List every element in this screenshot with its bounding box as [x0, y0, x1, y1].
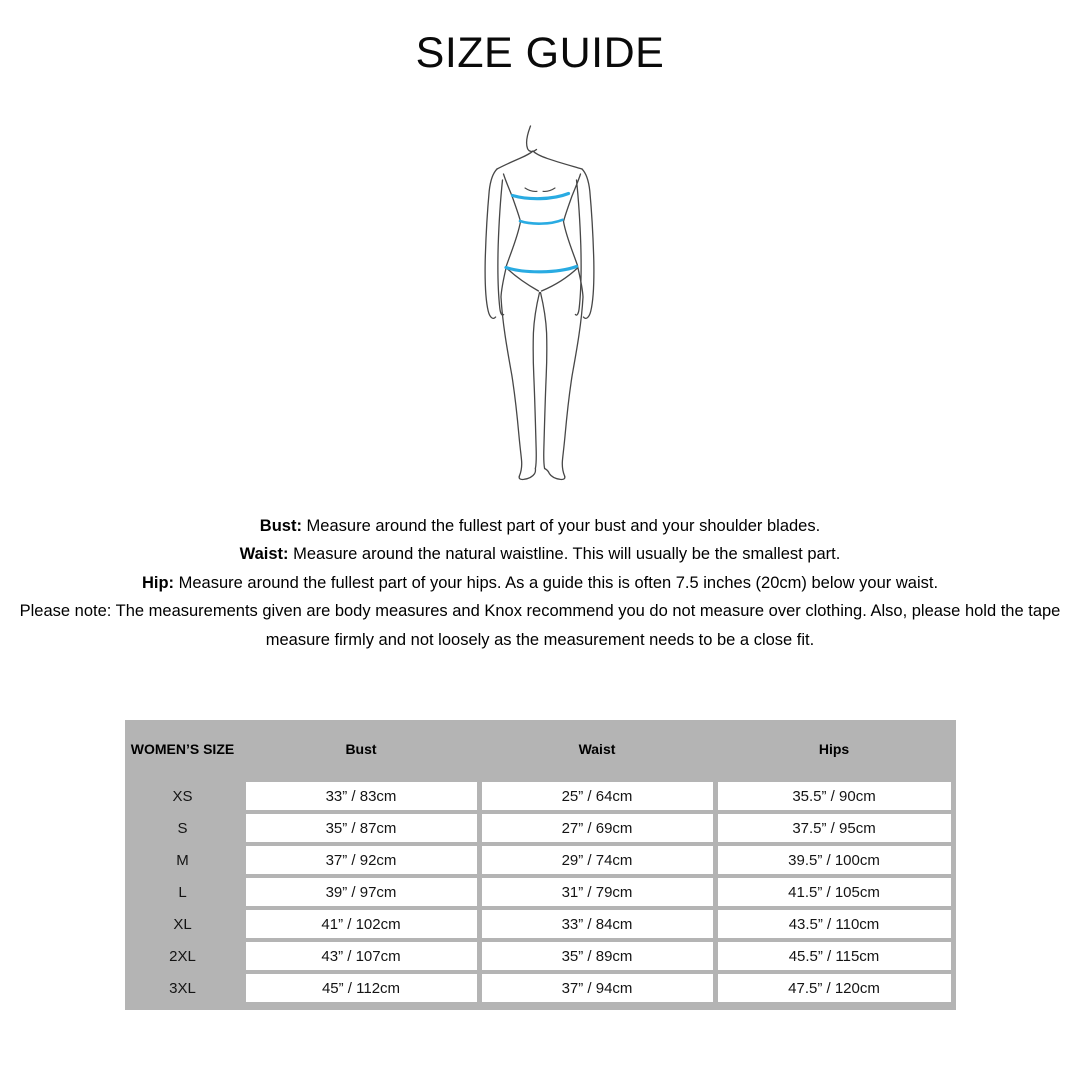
- instruction-bust-text: Measure around the fullest part of your bust and your shoulder blades.: [301, 517, 821, 535]
- row-s-waist: 27” / 69cm: [482, 814, 713, 842]
- row-m-size: M: [176, 851, 189, 869]
- row-2xl-hips: 45.5” / 115cm: [718, 942, 951, 970]
- row-3xl-hips: 47.5” / 120cm: [718, 974, 951, 1002]
- instruction-bust: [0, 512, 1080, 540]
- page-title: SIZE GUIDE: [415, 29, 665, 77]
- row-2xl-bust: 43” / 107cm: [246, 942, 477, 970]
- row-xs-waist: 25” / 64cm: [482, 782, 713, 810]
- instruction-waist-label: Waist:: [239, 545, 289, 564]
- row-m-bust: 37” / 92cm: [246, 846, 477, 874]
- measuring-instructions: [0, 512, 1080, 654]
- row-3xl-bust: 45” / 112cm: [246, 974, 477, 1002]
- row-2xl-waist: 35” / 89cm: [482, 942, 713, 970]
- row-l-hips: 41.5” / 105cm: [718, 878, 951, 906]
- row-3xl-size: 3XL: [169, 979, 196, 997]
- body-measurement-diagram: [440, 104, 640, 484]
- note-line-1: Please note: The measurements given are body measures and Knox recommend you do not measure over clothing. Also, please hold the tape: [19, 602, 1061, 621]
- row-l-waist: 31” / 79cm: [482, 878, 713, 906]
- row-xl-hips: 43.5” / 110cm: [718, 910, 951, 938]
- body-outline: [485, 126, 594, 479]
- row-2xl-size: 2XL: [169, 947, 196, 965]
- column-header-hips: Hips: [818, 741, 850, 758]
- row-s-size: S: [177, 819, 188, 837]
- instruction-bust-label: Bust:: [259, 517, 302, 535]
- row-xl-size: XL: [173, 915, 192, 933]
- row-3xl-waist: 37” / 94cm: [482, 974, 713, 1002]
- instruction-hip-text: Measure around the fullest part of your hips. As a guide this is often 7.5 inches (20cm) below your waist.: [174, 573, 939, 592]
- instruction-waist-text: Measure around the natural waistline. This will usually be the smallest part.: [288, 545, 841, 564]
- column-header-bust: Bust: [345, 741, 377, 758]
- row-xs-hips: 35.5” / 90cm: [718, 782, 951, 810]
- row-s-hips: 37.5” / 95cm: [718, 814, 951, 842]
- hips-measure-line: [506, 267, 577, 272]
- row-s-bust: 35” / 87cm: [246, 814, 477, 842]
- row-l-size: L: [178, 883, 187, 901]
- size-chart-table: [125, 720, 956, 1010]
- row-xl-bust: 41” / 102cm: [246, 910, 477, 938]
- instruction-hip-label: Hip:: [141, 573, 175, 592]
- row-xs-size: XS: [172, 787, 193, 805]
- row-m-waist: 29” / 74cm: [482, 846, 713, 874]
- row-xs-bust: 33” / 83cm: [246, 782, 477, 810]
- bust-measure-line: [513, 194, 569, 199]
- note-line-2: measure firmly and not loosely as the measurement needs to be a close fit.: [265, 630, 815, 649]
- instruction-waist: [0, 540, 1080, 568]
- row-xl-waist: 33” / 84cm: [482, 910, 713, 938]
- row-l-bust: 39” / 97cm: [246, 878, 477, 906]
- column-header-waist: Waist: [578, 741, 616, 758]
- row-m-hips: 39.5” / 100cm: [718, 846, 951, 874]
- waist-measure-line: [520, 220, 563, 224]
- column-header-size: WOMEN’S SIZE: [130, 741, 235, 758]
- instruction-hip: [0, 569, 1080, 597]
